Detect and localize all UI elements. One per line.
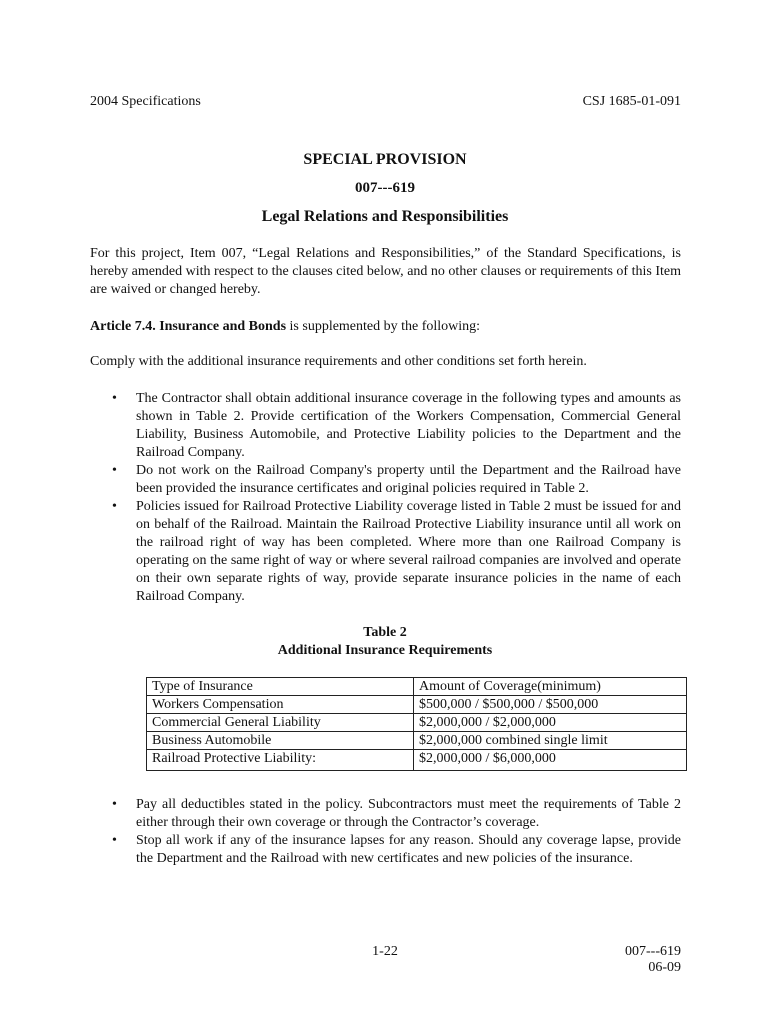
table-row <box>147 696 687 714</box>
table-cell: $2,000,000 combined single limit <box>414 732 687 750</box>
table-cell: Workers Compensation <box>147 696 414 714</box>
footer-date: 06-09 <box>648 960 681 975</box>
table-cell: Railroad Protective Liability: <box>147 750 414 771</box>
table-cell: $2,000,000 / $2,000,000 <box>414 714 687 732</box>
table-cell: $2,000,000 / $6,000,000 <box>414 750 687 771</box>
title-special-provision: SPECIAL PROVISION <box>303 151 467 168</box>
table-row <box>147 714 687 732</box>
requirements-list-top <box>90 390 681 606</box>
table-cell: $500,000 / $500,000 / $500,000 <box>414 696 687 714</box>
table-row <box>147 678 687 696</box>
footer-provision-code: 007---619 <box>625 944 681 959</box>
table-cell: Business Automobile <box>147 732 414 750</box>
table-cell: Commercial General Liability <box>147 714 414 732</box>
article-heading: Article 7.4. Insurance and Bonds <box>90 319 287 334</box>
list-item: • Do not work on the Railroad Company's property until the Department and the Railroad have been provided the insurance certificates and original policies required in Table 2. <box>90 462 681 498</box>
title-subject: Legal Relations and Responsibilities <box>261 208 509 225</box>
header-csj-number: CSJ 1685-01-091 <box>582 94 681 109</box>
list-item: • The Contractor shall obtain additional insurance coverage in the following types and amounts as shown in Table 2. Provide certification of the Workers Compensation, Commercial General Liability, Business Automobile, and Protective Liability policies to the Department and the Railroad Company. <box>90 390 681 462</box>
table-number: Table 2 <box>363 625 407 640</box>
table-cell: Amount of Coverage(minimum) <box>414 678 687 696</box>
table-title: Additional Insurance Requirements <box>277 643 493 658</box>
article-text: is supplemented by the following: <box>286 319 481 334</box>
insurance-table <box>146 677 687 771</box>
header-spec-year: 2004 Specifications <box>90 94 201 109</box>
intro-paragraph: For this project, Item 007, “Legal Relations and Responsibilities,” of the Standard Specifications, is hereby amended with respect to the clauses cited below, and no other clauses or requirements of this Item are waived or changed hereby. <box>90 246 681 297</box>
footer-page-number: 1-22 <box>372 944 398 959</box>
list-item: • Policies issued for Railroad Protective Liability coverage listed in Table 2 must be issued for and on behalf of the Railroad. Maintain the Railroad Protective Liability insurance until all work on the railroad right of way has been completed. Where more than one Railroad Company is operating on the same right of way or where several railroad companies are involved and operate on their own separate rights of way, provide separate insurance policies in the name of each Railroad Company. <box>90 498 681 606</box>
comply-paragraph: Comply with the additional insurance requirements and other conditions set forth herein. <box>90 354 587 369</box>
table-row <box>147 732 687 750</box>
list-item: • Pay all deductibles stated in the policy. Subcontractors must meet the requirements of Table 2 either through their own coverage or through the Contractor’s coverage. <box>90 796 681 832</box>
list-item: • Stop all work if any of the insurance lapses for any reason. Should any coverage lapse, provide the Department and the Railroad with new certificates and new policies of the insurance. <box>90 832 681 868</box>
requirements-list-bottom <box>90 796 681 868</box>
table-row <box>147 750 687 771</box>
title-provision-number: 007---619 <box>355 180 415 196</box>
article-paragraph <box>90 318 681 336</box>
table-cell: Type of Insurance <box>147 678 414 696</box>
